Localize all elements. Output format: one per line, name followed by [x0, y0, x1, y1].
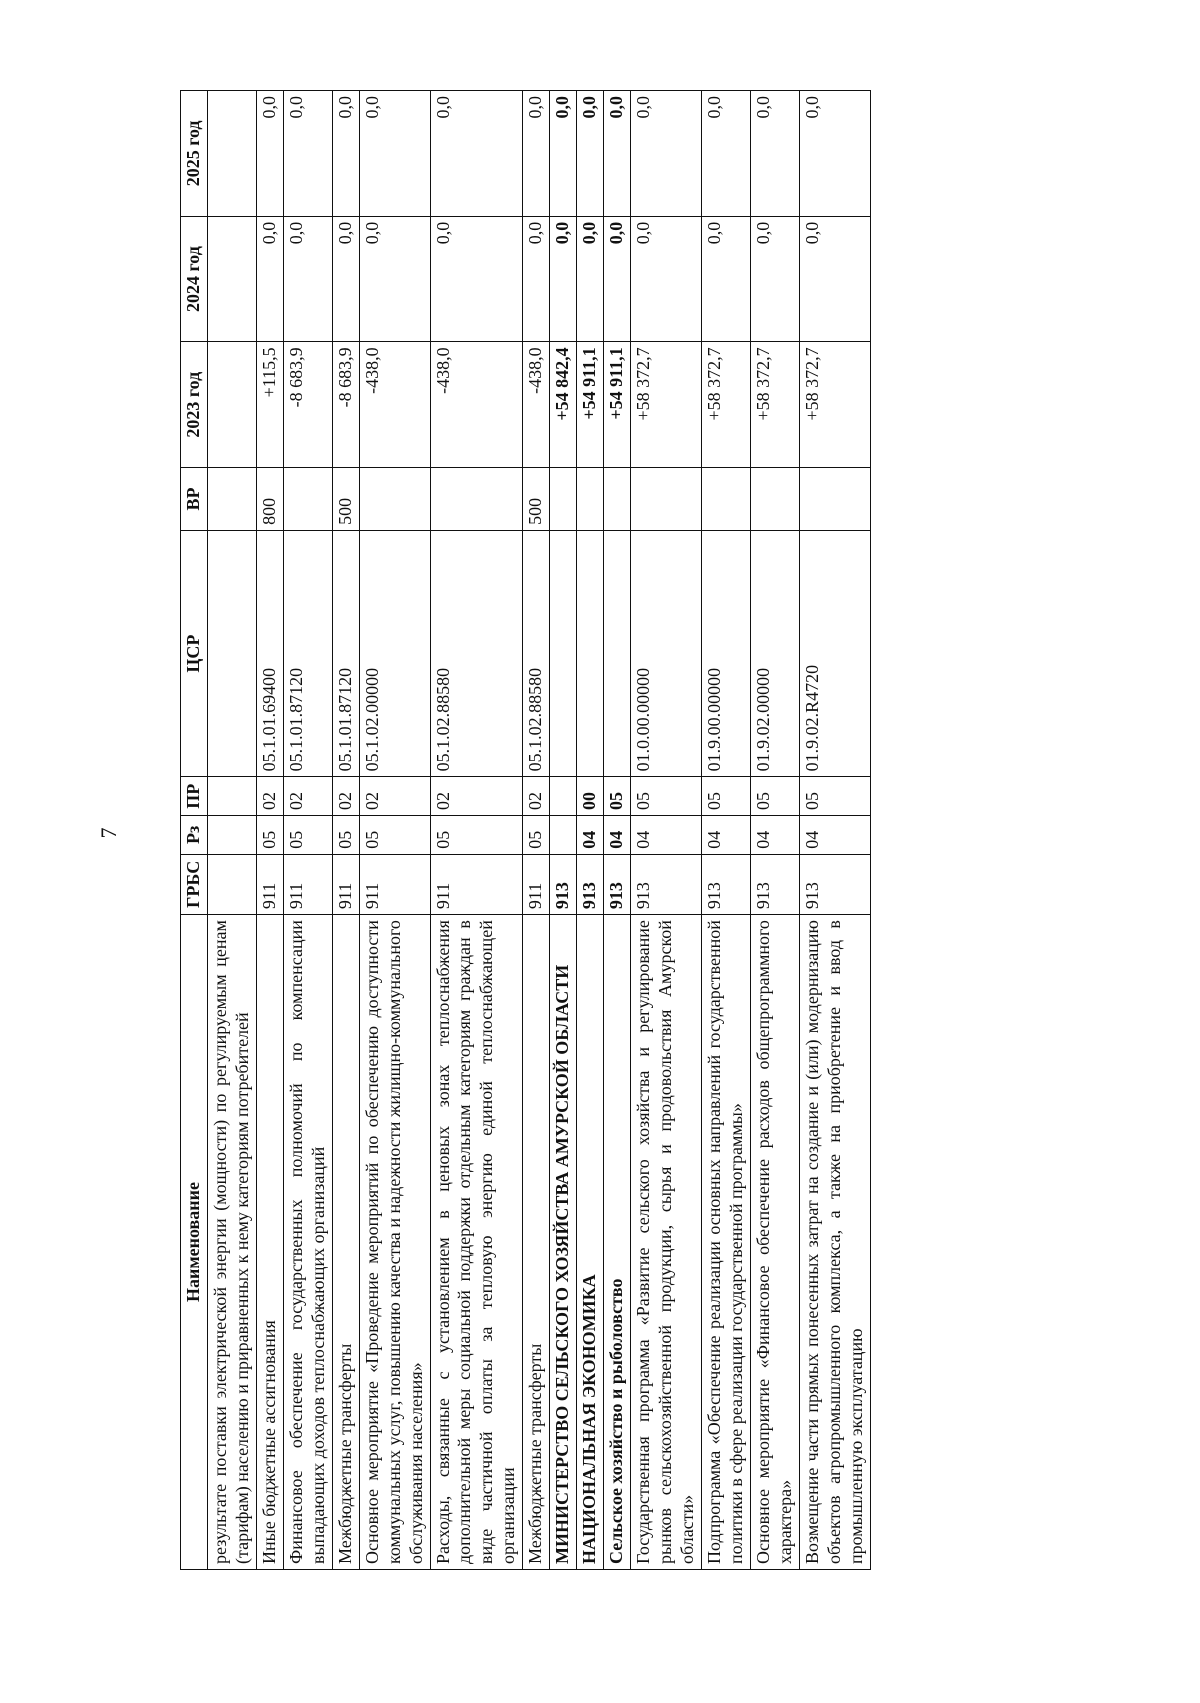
budget-table-container — [180, 90, 1180, 1570]
cell-rz: 05 — [430, 816, 523, 855]
cell-pr: 00 — [577, 777, 604, 816]
cell-2023: +58 372,7 — [750, 342, 799, 468]
cell-pr — [207, 777, 256, 816]
cell-2023: -438,0 — [430, 342, 523, 468]
cell-vr: 500 — [332, 468, 359, 531]
cell-2025: 0,0 — [631, 91, 702, 217]
cell-rz: 04 — [631, 816, 702, 855]
header-2024: 2024 год — [181, 216, 208, 342]
table-row — [702, 91, 751, 1570]
cell-vr: 500 — [523, 468, 550, 531]
cell-pr: 05 — [750, 777, 799, 816]
cell-rz — [207, 816, 256, 855]
cell-csr: 05.1.01.87120 — [283, 530, 332, 777]
cell-rz: 04 — [750, 816, 799, 855]
cell-vr: 800 — [256, 468, 283, 531]
cell-pr: 02 — [283, 777, 332, 816]
cell-name: Межбюджетные трансферты — [523, 915, 550, 1570]
cell-pr: 02 — [332, 777, 359, 816]
cell-csr — [550, 530, 577, 777]
table-row — [550, 91, 577, 1570]
cell-vr — [631, 468, 702, 531]
cell-2023: -438,0 — [523, 342, 550, 468]
cell-name: Межбюджетные трансферты — [332, 915, 359, 1570]
cell-name: МИНИСТЕРСТВО СЕЛЬСКОГО ХОЗЯЙСТВА АМУРСКОЙ ОБЛАСТИ — [550, 915, 577, 1570]
header-2023: 2023 год — [181, 342, 208, 468]
table-row — [577, 91, 604, 1570]
cell-grbs: 911 — [523, 854, 550, 914]
cell-rz: 05 — [332, 816, 359, 855]
cell-rz: 04 — [702, 816, 751, 855]
cell-grbs: 913 — [702, 854, 751, 914]
table-row — [799, 91, 870, 1570]
table-row — [523, 91, 550, 1570]
cell-2024: 0,0 — [430, 216, 523, 342]
cell-vr — [577, 468, 604, 531]
cell-2024: 0,0 — [631, 216, 702, 342]
cell-vr — [702, 468, 751, 531]
table-row — [332, 91, 359, 1570]
cell-csr: 01.0.00.00000 — [631, 530, 702, 777]
cell-csr: 05.1.02.88580 — [430, 530, 523, 777]
cell-csr: 01.9.02.00000 — [750, 530, 799, 777]
cell-rz — [550, 816, 577, 855]
cell-pr: 02 — [256, 777, 283, 816]
table-row — [207, 91, 256, 1570]
cell-grbs: 913 — [577, 854, 604, 914]
cell-2025: 0,0 — [430, 91, 523, 217]
cell-grbs: 911 — [430, 854, 523, 914]
cell-pr: 02 — [430, 777, 523, 816]
cell-vr — [550, 468, 577, 531]
cell-2025: 0,0 — [523, 91, 550, 217]
cell-vr — [207, 468, 256, 531]
cell-name: Иные бюджетные ассигнования — [256, 915, 283, 1570]
header-pr: ПР — [181, 777, 208, 816]
cell-2025: 0,0 — [332, 91, 359, 217]
cell-2023: -8 683,9 — [283, 342, 332, 468]
table-row — [631, 91, 702, 1570]
cell-pr: 05 — [631, 777, 702, 816]
cell-2025: 0,0 — [799, 91, 870, 217]
cell-name: Финансовое обеспечение государственных полномочий по компенсации выпадающих доходов теплоснабжающих организаций — [283, 915, 332, 1570]
cell-csr: 01.9.02.R4720 — [799, 530, 870, 777]
table-row — [359, 91, 430, 1570]
cell-2025: 0,0 — [283, 91, 332, 217]
cell-2023: +58 372,7 — [799, 342, 870, 468]
cell-2025 — [207, 91, 256, 217]
cell-name: Возмещение части прямых понесенных затрат на создание и (или) модернизацию объектов агропромышленного комплекса, а также на приобретение и ввод в промышленную эксплуатацию — [799, 915, 870, 1570]
cell-vr — [604, 468, 631, 531]
cell-rz: 05 — [283, 816, 332, 855]
cell-pr — [550, 777, 577, 816]
cell-2023: -438,0 — [359, 342, 430, 468]
table-row — [750, 91, 799, 1570]
cell-2025: 0,0 — [702, 91, 751, 217]
cell-rz: 04 — [604, 816, 631, 855]
cell-name: результате поставки электрической энергии (мощности) по регулируемым ценам (тарифам) населению и приравненных к нему категориям потребителей — [207, 915, 256, 1570]
cell-name: Государственная программа «Развитие сельского хозяйства и регулирование рынков сельскохозяйственной продукции, сырья и продовольствия Амурской области» — [631, 915, 702, 1570]
cell-grbs: 911 — [359, 854, 430, 914]
table-row — [604, 91, 631, 1570]
cell-2025: 0,0 — [550, 91, 577, 217]
cell-pr: 05 — [702, 777, 751, 816]
table-header-row — [181, 91, 208, 1570]
cell-grbs: 913 — [631, 854, 702, 914]
cell-grbs: 913 — [550, 854, 577, 914]
cell-grbs: 911 — [256, 854, 283, 914]
cell-2025: 0,0 — [750, 91, 799, 217]
cell-name: Основное мероприятие «Финансовое обеспечение расходов общепрограммного характера» — [750, 915, 799, 1570]
cell-2023: +54 911,1 — [604, 342, 631, 468]
cell-2023: -8 683,9 — [332, 342, 359, 468]
cell-pr: 05 — [799, 777, 870, 816]
cell-2023: +54 911,1 — [577, 342, 604, 468]
cell-name: Основное мероприятие «Проведение мероприятий по обеспечению доступности коммунальных услуг, повышению качества и надежности жилищно-коммунального обслуживания населения» — [359, 915, 430, 1570]
cell-2024: 0,0 — [523, 216, 550, 342]
header-rz: Рз — [181, 816, 208, 855]
cell-2023: +115,5 — [256, 342, 283, 468]
cell-pr: 02 — [359, 777, 430, 816]
cell-2024: 0,0 — [577, 216, 604, 342]
cell-grbs: 913 — [799, 854, 870, 914]
table-row — [256, 91, 283, 1570]
cell-2024 — [207, 216, 256, 342]
cell-2025: 0,0 — [577, 91, 604, 217]
header-vr: ВР — [181, 468, 208, 531]
cell-rz: 04 — [799, 816, 870, 855]
cell-2023: +54 842,4 — [550, 342, 577, 468]
cell-vr — [430, 468, 523, 531]
cell-name: Сельское хозяйство и рыболовство — [604, 915, 631, 1570]
table-row — [430, 91, 523, 1570]
cell-csr — [207, 530, 256, 777]
cell-csr — [577, 530, 604, 777]
cell-csr: 05.1.01.69400 — [256, 530, 283, 777]
cell-grbs: 911 — [283, 854, 332, 914]
cell-rz: 05 — [256, 816, 283, 855]
cell-pr: 05 — [604, 777, 631, 816]
cell-2024: 0,0 — [799, 216, 870, 342]
table-body — [207, 91, 870, 1570]
cell-vr — [750, 468, 799, 531]
cell-2024: 0,0 — [702, 216, 751, 342]
cell-2024: 0,0 — [604, 216, 631, 342]
cell-name: Подпрограмма «Обеспечение реализации основных направлений государственной политики в сфере реализации государственной программы» — [702, 915, 751, 1570]
cell-csr: 05.1.02.88580 — [523, 530, 550, 777]
cell-rz: 05 — [359, 816, 430, 855]
budget-table — [180, 90, 871, 1570]
cell-2025: 0,0 — [604, 91, 631, 217]
header-csr: ЦСР — [181, 530, 208, 777]
cell-vr — [359, 468, 430, 531]
page-number: 7 — [96, 827, 121, 839]
cell-2024: 0,0 — [256, 216, 283, 342]
cell-rz: 05 — [523, 816, 550, 855]
cell-csr: 05.1.02.00000 — [359, 530, 430, 777]
cell-name: Расходы, связанные с установлением в ценовых зонах теплоснабжения дополнительной меры социальной поддержки отдельным категориям граждан в виде частичной оплаты за тепловую энергию единой теплоснабжающей организации — [430, 915, 523, 1570]
header-grbs: ГРБС — [181, 854, 208, 914]
cell-2023: +58 372,7 — [631, 342, 702, 468]
cell-csr: 01.9.00.00000 — [702, 530, 751, 777]
cell-grbs: 911 — [332, 854, 359, 914]
header-2025: 2025 год — [181, 91, 208, 217]
cell-csr: 05.1.01.87120 — [332, 530, 359, 777]
cell-csr — [604, 530, 631, 777]
header-name: Наименование — [181, 915, 208, 1570]
cell-2023 — [207, 342, 256, 468]
cell-2024: 0,0 — [283, 216, 332, 342]
cell-rz: 04 — [577, 816, 604, 855]
cell-grbs — [207, 854, 256, 914]
cell-2025: 0,0 — [359, 91, 430, 217]
cell-grbs: 913 — [604, 854, 631, 914]
cell-2025: 0,0 — [256, 91, 283, 217]
cell-name: НАЦИОНАЛЬНАЯ ЭКОНОМИКА — [577, 915, 604, 1570]
cell-2024: 0,0 — [750, 216, 799, 342]
cell-2023: +58 372,7 — [702, 342, 751, 468]
cell-vr — [283, 468, 332, 531]
cell-grbs: 913 — [750, 854, 799, 914]
cell-2024: 0,0 — [359, 216, 430, 342]
cell-vr — [799, 468, 870, 531]
cell-2024: 0,0 — [332, 216, 359, 342]
cell-pr: 02 — [523, 777, 550, 816]
cell-2024: 0,0 — [550, 216, 577, 342]
table-row — [283, 91, 332, 1570]
